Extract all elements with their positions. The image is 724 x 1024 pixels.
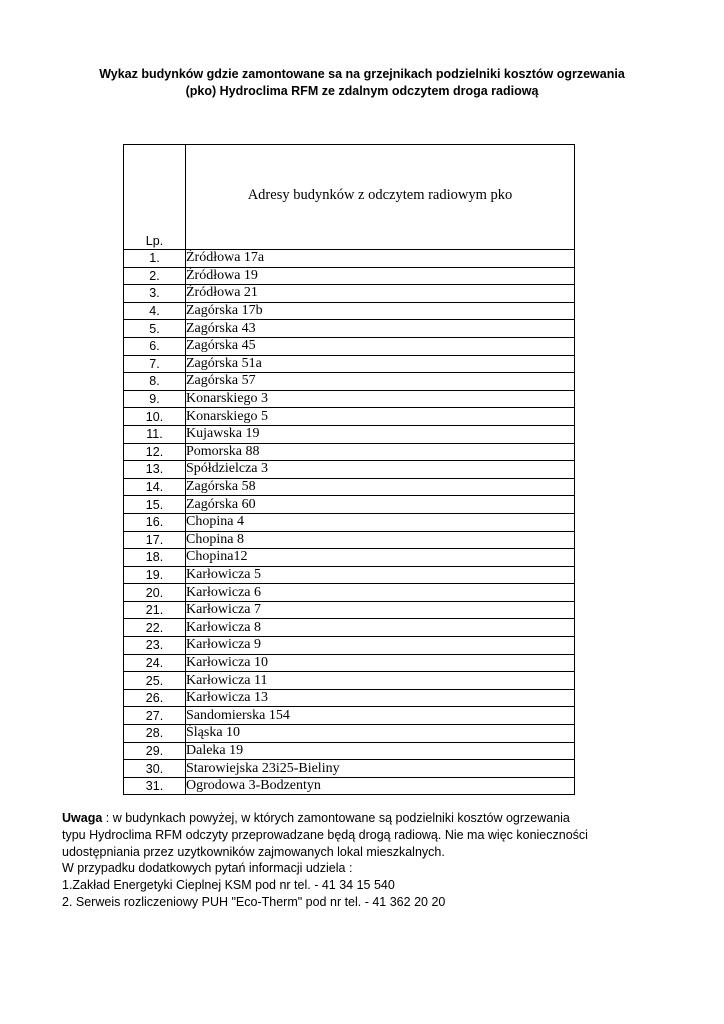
title-line-1: Wykaz budynków gdzie zamontowane sa na grzejnikach podzielniki kosztów ogrzewania (99, 67, 625, 81)
table-row (124, 425, 575, 443)
table-row (124, 250, 575, 268)
table-row (124, 725, 575, 743)
row-address: Źródłowa 19 (186, 267, 575, 285)
note-line-6: 2. Serweis rozliczeniowy PUH "Eco-Therm" pod nr tel. - 41 362 20 20 (62, 894, 446, 909)
row-number: 16. (124, 513, 186, 531)
row-number: 13. (124, 461, 186, 479)
row-number: 25. (124, 672, 186, 690)
table-row (124, 496, 575, 514)
buildings-table-body (124, 145, 575, 795)
row-address: Zagórska 57 (186, 373, 575, 391)
row-number: 17. (124, 531, 186, 549)
table-row (124, 654, 575, 672)
header-lp: Lp. (145, 234, 164, 248)
table-row (124, 285, 575, 303)
row-number: 4. (124, 302, 186, 320)
table-row (124, 777, 575, 795)
table-row (124, 601, 575, 619)
row-address: Ogrodowa 3-Bodzentyn (186, 777, 575, 795)
row-address: Zagórska 58 (186, 478, 575, 496)
header-address-cell (186, 145, 575, 250)
row-address: Pomorska 88 (186, 443, 575, 461)
table-row (124, 373, 575, 391)
row-number: 14. (124, 478, 186, 496)
row-number: 6. (124, 337, 186, 355)
row-address: Źródłowa 17a (186, 250, 575, 268)
note-line-5: 1.Zakład Energetyki Cieplnej KSM pod nr tel. - 41 34 15 540 (62, 878, 395, 893)
table-row (124, 478, 575, 496)
row-number: 3. (124, 285, 186, 303)
buildings-table (123, 144, 575, 795)
row-address: Konarskiego 3 (186, 390, 575, 408)
row-number: 19. (124, 566, 186, 584)
row-address: Daleka 19 (186, 742, 575, 760)
table-row (124, 531, 575, 549)
row-address: Karłowicza 10 (186, 654, 575, 672)
header-lp-cell (124, 145, 186, 250)
row-number: 23. (124, 637, 186, 655)
table-row (124, 355, 575, 373)
note-label: Uwaga (62, 811, 103, 825)
table-row (124, 302, 575, 320)
table-row (124, 637, 575, 655)
row-address: Karłowicza 5 (186, 566, 575, 584)
row-number: 1. (124, 250, 186, 268)
row-number: 28. (124, 725, 186, 743)
table-row (124, 461, 575, 479)
note-line-4: W przypadku dodatkowych pytań informacji udziela : (62, 861, 353, 876)
row-address: Chopina 8 (186, 531, 575, 549)
row-address: Karłowicza 9 (186, 637, 575, 655)
row-address: Karłowicza 11 (186, 672, 575, 690)
row-number: 7. (124, 355, 186, 373)
row-address: Sandomierska 154 (186, 707, 575, 725)
table-row (124, 443, 575, 461)
row-address: Zagórska 17b (186, 302, 575, 320)
row-address: Karłowicza 13 (186, 689, 575, 707)
row-number: 31. (124, 777, 186, 795)
row-number: 2. (124, 267, 186, 285)
row-number: 20. (124, 584, 186, 602)
row-address: Karłowicza 6 (186, 584, 575, 602)
row-number: 27. (124, 707, 186, 725)
table-header-row (124, 145, 575, 250)
table-row (124, 566, 575, 584)
table-row (124, 337, 575, 355)
note-text-1: : w budynkach powyżej, w których zamontowane są podzielniki kosztów ogrzewania (102, 811, 570, 825)
table-row (124, 619, 575, 637)
row-address: Zagórska 51a (186, 355, 575, 373)
row-address: Śląska 10 (186, 725, 575, 743)
row-address: Chopina12 (186, 549, 575, 567)
note-line-3: udostępniania przez uzytkowników zajmowanych lokal mieszkalnych. (62, 844, 445, 859)
row-address: Karłowicza 7 (186, 601, 575, 619)
row-number: 15. (124, 496, 186, 514)
row-number: 11. (124, 425, 186, 443)
title-line-2: (pko) Hydroclima RFM ze zdalnym odczytem droga radiową (185, 84, 539, 98)
row-number: 26. (124, 689, 186, 707)
table-row (124, 760, 575, 778)
row-number: 8. (124, 373, 186, 391)
document-title (60, 66, 664, 100)
row-number: 5. (124, 320, 186, 338)
row-number: 12. (124, 443, 186, 461)
row-address: Karłowicza 8 (186, 619, 575, 637)
row-address: Kujawska 19 (186, 425, 575, 443)
table-row (124, 513, 575, 531)
table-row (124, 689, 575, 707)
row-number: 24. (124, 654, 186, 672)
row-number: 30. (124, 760, 186, 778)
row-number: 29. (124, 742, 186, 760)
note-line-1 (62, 810, 702, 827)
table-row (124, 707, 575, 725)
row-address: Konarskiego 5 (186, 408, 575, 426)
row-address: Starowiejska 23i25-Bieliny (186, 760, 575, 778)
table-row (124, 320, 575, 338)
table-row (124, 549, 575, 567)
note-line-2: typu Hydroclima RFM odczyty przeprowadzane będą drogą radiową. Nie ma więc konieczności (62, 827, 588, 842)
row-number: 21. (124, 601, 186, 619)
header-address: Adresy budynków z odczytem radiowym pko (247, 187, 513, 203)
row-number: 9. (124, 390, 186, 408)
row-address: Spółdzielcza 3 (186, 461, 575, 479)
table-row (124, 584, 575, 602)
table-row (124, 390, 575, 408)
row-number: 10. (124, 408, 186, 426)
row-address: Źródłowa 21 (186, 285, 575, 303)
row-number: 22. (124, 619, 186, 637)
row-address: Zagórska 60 (186, 496, 575, 514)
row-address: Zagórska 43 (186, 320, 575, 338)
row-number: 18. (124, 549, 186, 567)
table-row (124, 742, 575, 760)
table-row (124, 408, 575, 426)
row-address: Chopina 4 (186, 513, 575, 531)
table-row (124, 672, 575, 690)
note-block (62, 810, 702, 911)
table-row (124, 267, 575, 285)
row-address: Zagórska 45 (186, 337, 575, 355)
